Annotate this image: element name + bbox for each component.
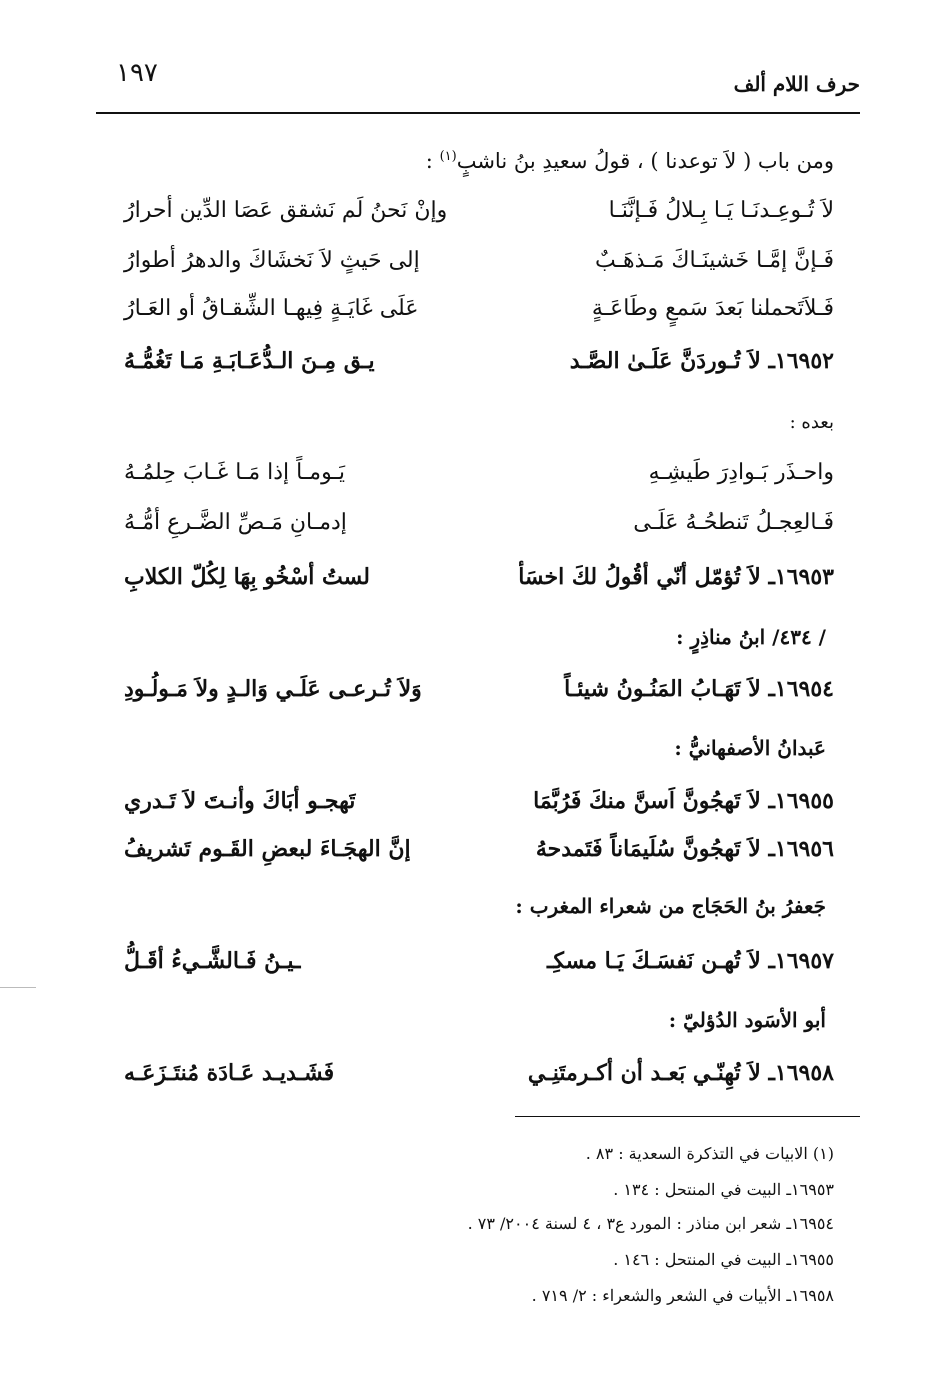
scan-margin-mark	[0, 987, 36, 988]
verse-16954-right: ١٦٩٥٤ـ لاَ تَهَـابُ المَنُـونُ شيئـاً	[564, 676, 834, 702]
verse-4-left: يَـومـاً إذا مَـا غَـابَ حِلمُـهُ	[124, 460, 345, 485]
footnote-ref: (١)	[439, 149, 457, 164]
footnote-16958: ١٦٩٥٨ـ الأبيات في الشعر والشعراء : ٢/ ٧١٩ .	[531, 1286, 834, 1305]
page-number: ١٩٧	[116, 58, 158, 88]
verse-16952-left: يـق مِـنَ الـدُّعَـابَـةِ مَـا تَغُمُّـهُ	[124, 348, 375, 374]
verse-5-right: فَـالعِجـلُ تَنطحُـهُ عَلَـى	[633, 510, 834, 535]
footnote-16954: ١٦٩٥٤ـ شعر ابن مناذر : المورد ع٣ ، ٤ لسنة ٢٠٠٤/ ٧٣ .	[467, 1214, 834, 1233]
verse-16952-right: ١٦٩٥٢ـ لاَ تُـوردَنَّ عَلَـىٰ الصَّـد	[569, 348, 834, 374]
footnote-16953: ١٦٩٥٣ـ البيت في المنتحل : ١٣٤ .	[613, 1180, 834, 1199]
poet-aswad: أبو الأسَود الدُؤليّ :	[668, 1008, 826, 1032]
verse-2-left: إلى حَيثٍ لاَ نَخشَاكَ والدهرُ أطوارُ	[124, 248, 420, 273]
verse-16956-right: ١٦٩٥٦ـ لاَ تَهجُونَّ سُلَيمَاناً فَتَمدحهُ	[535, 836, 834, 862]
intro-colon: :	[425, 149, 440, 173]
verse-2-right: فَـإنَّ إمَّـا خَشينَـاكَ مَـذهَـبٌ	[594, 248, 834, 273]
verse-16953-right: ١٦٩٥٣ـ لاَ تُؤمّل أنّي أقُولُ لكَ اخسَأ	[518, 564, 834, 590]
verse-16958-left: فَشَـديـد عَـادَة مُنتَـزَعَـه	[124, 1060, 335, 1086]
poet-ibn-munadhir: / ٤٣٤/ ابنُ مناذِرٍ :	[676, 625, 826, 649]
verse-3-left: عَلَى غَايَـةٍ فِيهـا الشِّقـاقُ أو العَـارُ	[124, 296, 419, 321]
verse-16954-left: وَلاَ تُـرعـى عَلَـي وَالـدٍ ولاَ مَـولُـودِ	[124, 676, 422, 702]
verse-5-left: إدمـانِ مَـصِّ الضَّـرعِ أمُّـهُ	[124, 510, 347, 535]
verse-16958-right: ١٦٩٥٨ـ لاَ تُهِنّـي بَعـد أن أكـرمتَنِـي	[527, 1060, 834, 1086]
footnote-1: (١) الابيات في التذكرة السعدية : ٨٣ .	[585, 1144, 834, 1163]
intro-line	[426, 150, 834, 172]
footnote-divider	[515, 1116, 860, 1117]
header-divider	[96, 112, 860, 114]
after-label: بعده :	[789, 412, 834, 433]
verse-16957-left: ـيـنُ فَـالشَّـيءُ أقَـلُّ	[124, 948, 301, 974]
verse-4-right: واحـذَر بَـوادِرَ طَيشِـهِ	[648, 460, 834, 485]
verse-16953-left: لستُ أسْخُو بِهَا لِكُلّ الكلابِ	[124, 564, 370, 590]
verse-1-right: لاَ تُـوعِـدنَـا يَـا بِـلالُ فَـإنَّنَـا	[608, 198, 834, 223]
poet-isfahani: عَبدانُ الأصفهانيُّ :	[674, 736, 826, 760]
verse-3-right: فَـلاَتَحملنا بَعدَ سَمعٍ وطَاعَـةٍ	[591, 296, 834, 321]
verse-16957-right: ١٦٩٥٧ـ لاَ تُهـن نَفسَـكَ يَـا مسكِـ	[547, 948, 834, 974]
verse-1-left: وإنْ نَحنُ لَم نَشقق عَصَا الدِّين أحرارُ	[124, 198, 448, 223]
verse-16956-left: إنَّ الهجَـاءَ لبعضِ القَـوم تَشريفُ	[124, 836, 411, 862]
footnote-16955: ١٦٩٥٥ـ البيت في المنتحل : ١٤٦ .	[613, 1250, 834, 1269]
intro-text: ومن باب ( لاَ توعدنا ) ، قولُ سعيدِ بنُ ناشبٍ	[456, 149, 834, 173]
poet-jafar: جَعفرُ بنُ الحَجَاج من شعراء المغرب :	[515, 894, 826, 918]
verse-16955-left: تَهجـو أبَاكَ وأنـتَ لاَ تَـدري	[124, 788, 356, 814]
chapter-title: حرف اللام ألف	[733, 72, 860, 96]
verse-16955-right: ١٦٩٥٥ـ لاَ تَهجُونَّ اَسنَّ منكَ فَرُبَّمَا	[533, 788, 834, 814]
